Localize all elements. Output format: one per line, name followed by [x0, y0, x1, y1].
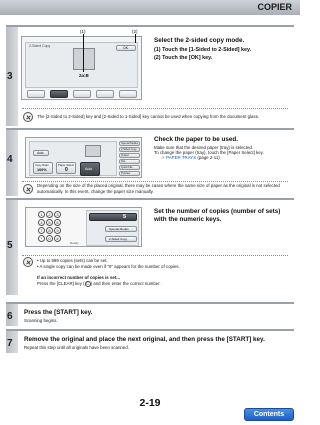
- step-5-title: Set the number of copies (number of sets) with the numeric keys.: [154, 208, 281, 223]
- key-hash[interactable]: #: [54, 235, 61, 242]
- step-3-item-1: (1) Touch the [1-Sided to 2-Sided] key.: [154, 47, 252, 53]
- special-modes-button[interactable]: Special Modes: [105, 226, 137, 232]
- copy-count-display: 5: [89, 213, 137, 221]
- step-4-reference: ☞ PAPER TRAYS (page 2-11): [161, 155, 220, 160]
- two-sided-copy-button[interactable]: 2-Sided Copy: [105, 236, 137, 242]
- step-4-text-2: To change the paper (tray), touch the [Paper Select] key.: [154, 150, 264, 155]
- side-key-file[interactable]: File: [119, 159, 140, 164]
- binding-change-button[interactable]: [119, 90, 137, 98]
- step-4-title: Check the paper to be used.: [154, 136, 238, 143]
- keypad-small-label: Ready: [70, 241, 79, 245]
- step-5: [6, 198, 294, 295]
- paper-select-button-small[interactable]: Paper Select 0: [58, 163, 75, 173]
- page-header: [0, 0, 300, 15]
- step-6: [6, 302, 294, 326]
- key-7[interactable]: 7: [38, 227, 45, 234]
- paper-tray-illustration: [85, 145, 101, 157]
- copy-mode-panel: [21, 36, 142, 100]
- step-7-text: Repeat this step until all originals have been scanned.: [24, 345, 129, 350]
- note-divider: [22, 108, 288, 109]
- key-8[interactable]: 8: [46, 227, 53, 234]
- note-divider: [22, 255, 288, 256]
- two-to-two-button[interactable]: [73, 90, 91, 98]
- ok-button-small[interactable]: OK: [116, 45, 136, 51]
- step-4: [6, 128, 294, 196]
- copier-illustration: [73, 48, 95, 70]
- panel-readout: 2a:B: [79, 73, 89, 78]
- one-to-two-button[interactable]: [50, 90, 68, 98]
- step-3-item-2: (2) Touch the [OK] key.: [154, 55, 213, 61]
- step-5-bullet-1: • Up to 999 copies (sets) can be set.: [37, 258, 108, 263]
- side-key-quick-file[interactable]: Quick File: [119, 165, 140, 170]
- clear-key-icon: C: [86, 282, 89, 286]
- count-screen: [86, 210, 139, 246]
- step-number-bar: 4: [6, 130, 18, 196]
- key-3[interactable]: 3: [54, 211, 61, 218]
- two-to-one-button[interactable]: [96, 90, 114, 98]
- callout-2: (2): [132, 29, 138, 34]
- paper-select-button[interactable]: Auto: [80, 162, 100, 176]
- key-2[interactable]: 2: [46, 211, 53, 218]
- step-number-bar: 6: [6, 304, 18, 326]
- step-4-text-1: Make sure that the desired paper (tray) is selected.: [154, 145, 254, 150]
- paper-screen: [29, 141, 117, 176]
- side-key-output[interactable]: Output: [119, 153, 140, 158]
- step-number-bar: 5: [6, 200, 18, 295]
- side-key-special-modes[interactable]: Special Modes: [121, 142, 139, 145]
- note-icon: [23, 112, 33, 122]
- side-key-preview[interactable]: Preview: [119, 171, 140, 176]
- auto-button[interactable]: Auto: [33, 150, 49, 156]
- note-divider: [22, 181, 288, 182]
- one-to-one-button[interactable]: [27, 90, 45, 98]
- step-6-text: Scanning begins.: [24, 318, 58, 323]
- step-7-title: Remove the original and place the next original, and then press the [START] key.: [24, 336, 265, 343]
- step-4-note: Depending on the size of the placed original, there may be cases where the same size of paper as the original is not selected automatically. In this event, change the paper size manually.: [37, 183, 280, 194]
- incorrect-copies-heading: If an incorrect number of copies is set...: [37, 275, 120, 280]
- contents-button[interactable]: Contents: [244, 408, 294, 421]
- callout-1: (1): [80, 29, 86, 34]
- step-3-note: The [2-Sided to 2-Sided] key and [2-Sided to 1-Sided] key cannot be used when copying from the document glass.: [37, 114, 260, 119]
- keypad-panel: [25, 207, 142, 247]
- step-3-title: Select the 2-sided copy mode.: [154, 37, 245, 44]
- section-title: COPIER: [257, 2, 292, 12]
- page-number: 2-19: [139, 397, 161, 409]
- paper-trays-link[interactable]: PAPER TRAYS: [166, 155, 197, 160]
- key-0[interactable]: 0: [46, 235, 53, 242]
- step-6-title: Press the [START] key.: [24, 309, 93, 316]
- note-icon: [23, 184, 33, 194]
- copy-ratio-button[interactable]: Copy Ratio 100%: [33, 162, 53, 174]
- callout-2-line: [135, 34, 136, 43]
- note-icon: [23, 257, 33, 267]
- key-9[interactable]: 9: [54, 227, 61, 234]
- panel-header-text: 2-Sided Copy: [29, 44, 51, 48]
- key-6[interactable]: 6: [54, 219, 61, 226]
- step-5-bullet-2: • A single copy can be made even if "0" appears for the number of copies.: [37, 264, 180, 269]
- key-5[interactable]: 5: [46, 219, 53, 226]
- key-1[interactable]: 1: [38, 211, 45, 218]
- panel-screen: [25, 42, 138, 88]
- key-star[interactable]: *: [38, 235, 45, 242]
- step-number-bar: 3: [6, 27, 18, 126]
- paper-panel: [25, 137, 142, 178]
- key-4[interactable]: 4: [38, 219, 45, 226]
- step-number-bar: 7: [6, 331, 18, 353]
- callout-1-line: [83, 34, 84, 72]
- step-3: [6, 25, 294, 126]
- step-7: [6, 329, 294, 353]
- incorrect-copies-text: Press the [CLEAR] key ( C ) and then enter the correct number.: [37, 281, 161, 286]
- side-key-2-sided[interactable]: 2-Sided Copy: [119, 147, 140, 152]
